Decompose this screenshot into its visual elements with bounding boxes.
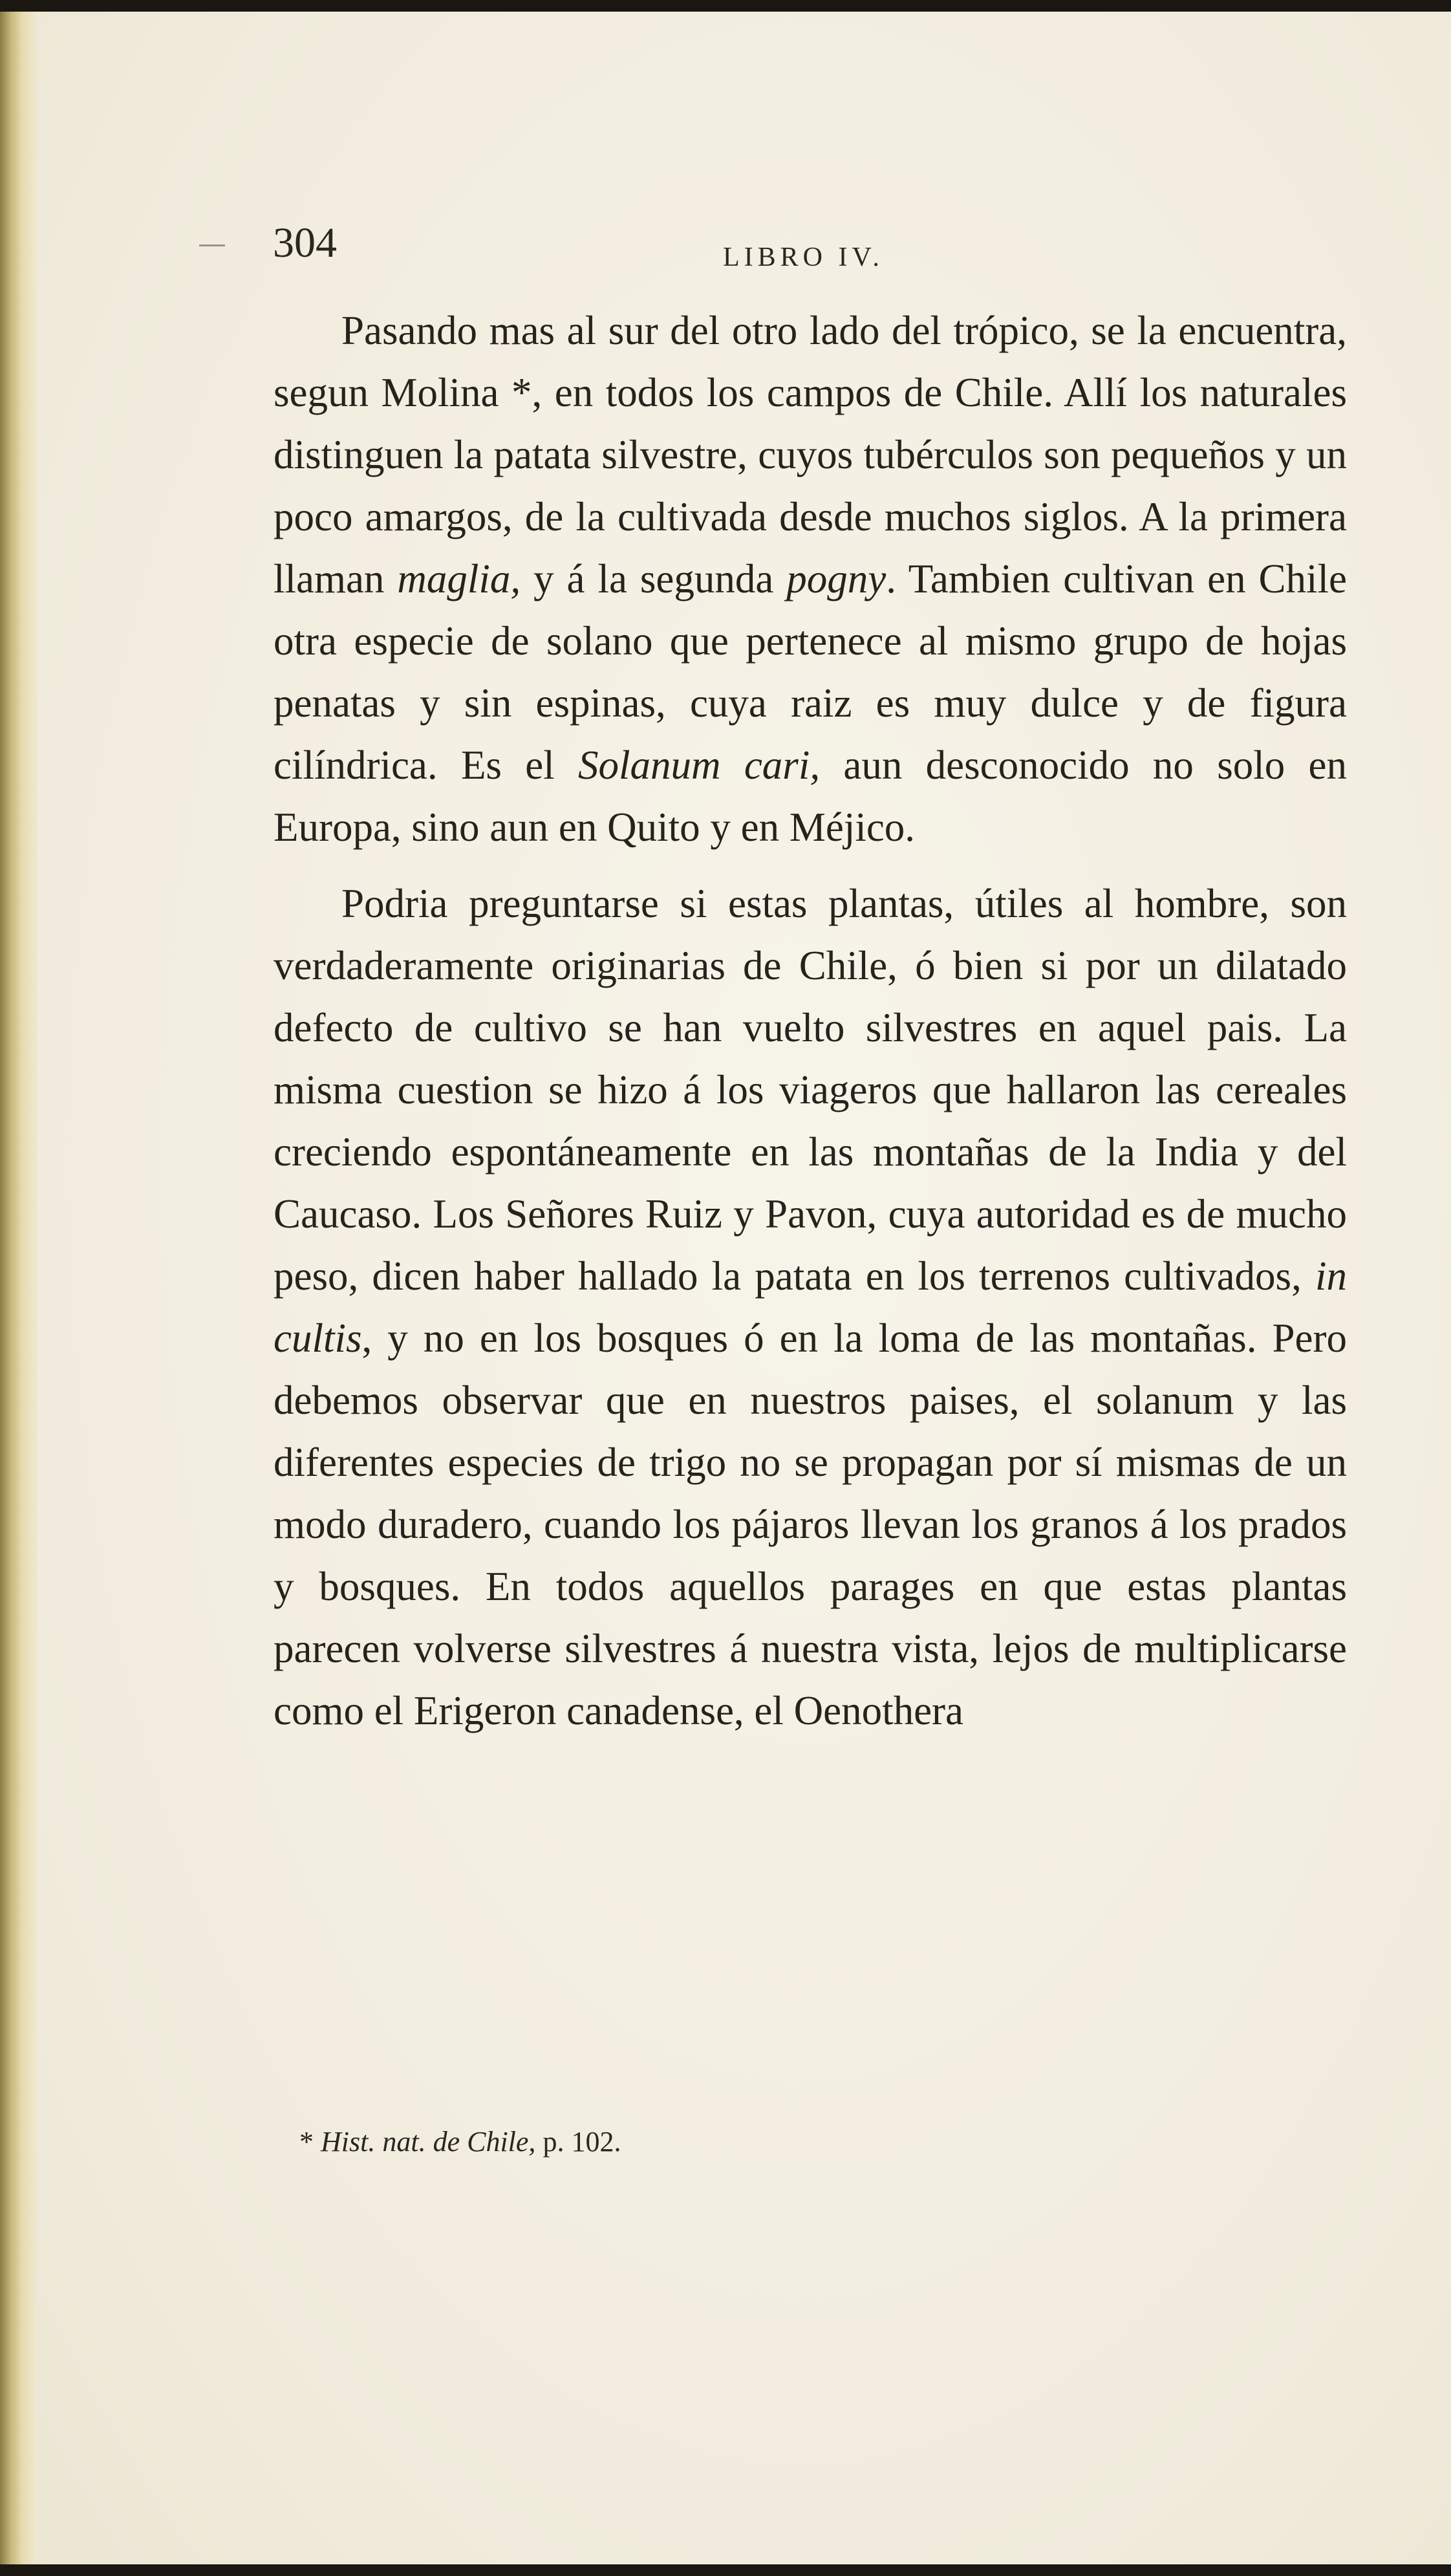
italic-text: Solanum cari, [578,742,821,788]
footnote-marker: * [299,2126,314,2158]
text-run: , y no en los bosques ó en la loma de las montañas. Pero debemos observar que en nuestros paises, el solanum y las diferentes especies de trigo no se propagan por sí mismas de un modo duradero, cuando los pájaros llevan los granos á los prados y bosques. En todos aquellos parages en que estas plantas parecen volverse silvestres á nuestra vista, lejos de multiplicarse como el Erigeron canadense, el Oenothera [274,1315,1347,1733]
italic-text: maglia, [397,556,521,601]
running-head: LIBRO IV. [723,243,884,272]
footnote-page: p. 102. [535,2126,621,2158]
text-run: Pasando mas al sur del otro lado del trópico, se la encuentra, segun Molina *, en todos los campos de Chile. Allí los naturales distinguen la patata silvestre, cuyos tubérculos son pequeños y un poco amargos, de la cultivada desde muchos siglos. A la primera llaman [274,308,1347,601]
book-binding-edge [0,12,38,2564]
italic-text: in cultis [274,1253,1347,1361]
italic-text: pogny [786,556,887,601]
margin-dash [199,244,225,246]
page-bottom-edge [0,2564,1451,2576]
footnote-source: Hist. nat. de Chile, [321,2126,536,2158]
text-run: aun desconocido no solo en Europa, sino aun en Quito y en Méjico. [274,742,1347,850]
page-number: 304 [273,219,337,266]
book-page [12,12,1451,2564]
paragraph-1 [274,299,1347,858]
paragraph-2 [274,872,1347,1742]
body-text [274,299,1347,1742]
page-header [12,219,1451,283]
footnote [299,2125,621,2158]
text-run: . Tambien cultivan en Chile otra especie de solano que pertenece al mismo grupo de hojas penatas y sin espinas, cuya raiz es muy dulce y de figura cilíndrica. Es el [274,556,1348,788]
text-run: Podria preguntarse si estas plantas, útiles al hombre, son verdaderamente originarias de Chile, ó bien si por un dilatado defecto de cultivo se han vuelto silvestres en aquel pais. La misma cuestion se hizo á los viageros que hallaron las cereales creciendo espontáneamente en las montañas de la India y del Caucaso. Los Señores Ruiz y Pavon, cuya autoridad es de mucho peso, dicen haber hallado la patata en los terrenos cultivados, [274,881,1347,1299]
text-run: y á la segunda [521,556,787,601]
